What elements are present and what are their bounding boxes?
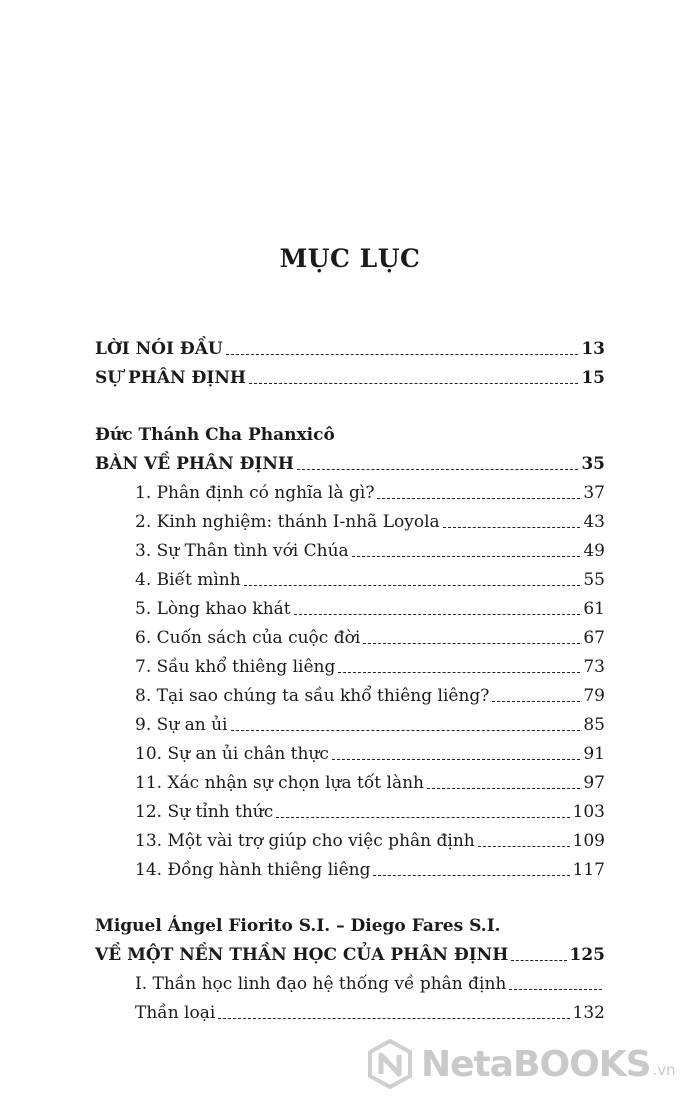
dot-leader <box>231 711 581 739</box>
toc-item <box>135 537 605 565</box>
toc-entry-label: 4. Biết mình <box>135 570 241 590</box>
dot-leader <box>338 653 580 681</box>
section2-heading <box>95 941 605 969</box>
toc-entry-page: 49 <box>583 541 605 561</box>
dot-leader <box>443 508 581 536</box>
dot-leader <box>332 740 580 768</box>
toc-entry-page: 97 <box>583 773 605 793</box>
toc-entry-page: 15 <box>581 368 605 388</box>
toc-item <box>135 769 605 797</box>
toc-entry-label: 10. Sự an ủi chân thực <box>135 744 329 764</box>
toc-item <box>135 624 605 652</box>
toc-item <box>135 682 605 710</box>
page-title: MỤC LỤC <box>279 244 421 273</box>
dot-leader <box>373 856 569 884</box>
toc-entry-label: BÀN VỀ PHÂN ĐỊNH <box>95 454 294 474</box>
dot-leader <box>478 827 570 855</box>
toc-entry-label: 12. Sự tỉnh thức <box>135 802 274 822</box>
toc-entry-page: 103 <box>572 802 605 822</box>
toc-entry-label: 14. Đồng hành thiêng liêng <box>135 860 371 880</box>
toc-entry-page: 13 <box>581 339 605 359</box>
toc-entry-page: 55 <box>583 570 605 590</box>
toc-entry-label: 7. Sầu khổ thiêng liêng <box>135 657 336 677</box>
toc-entry-page: 37 <box>583 483 605 503</box>
dot-leader <box>276 798 569 826</box>
toc-entry-label: 13. Một vài trợ giúp cho việc phân định <box>135 831 475 851</box>
toc-entry-label: 3. Sự Thân tình với Chúa <box>135 541 349 561</box>
toc-item <box>135 798 605 826</box>
toc-entry-label: 11. Xác nhận sự chọn lựa tốt lành <box>135 773 424 793</box>
watermark <box>365 1036 676 1092</box>
toc-item <box>135 740 605 768</box>
toc-entry-page: 85 <box>583 715 605 735</box>
toc-entry-label: 9. Sự an ủi <box>135 715 228 735</box>
toc-entry-page: 91 <box>583 744 605 764</box>
dot-leader <box>377 479 580 507</box>
dot-leader <box>294 595 581 623</box>
toc-entry-page: 117 <box>572 860 605 880</box>
toc-entry-foreword <box>95 335 605 363</box>
toc-entry-label: Thần loại <box>135 1003 216 1023</box>
toc-entry-page: 35 <box>581 454 605 474</box>
toc-entry-label: I. Thần học linh đạo hệ thống về phân định <box>135 974 507 994</box>
toc-entry-discernment <box>95 364 605 392</box>
toc-entry-label: 8. Tại sao chúng ta sầu khổ thiêng liêng? <box>135 686 490 706</box>
watermark-brand: NetaBOOKS <box>421 1043 651 1085</box>
dot-leader <box>352 537 581 565</box>
toc-entry-page: 43 <box>583 512 605 532</box>
section2-item-line2 <box>135 999 605 1027</box>
dot-leader <box>363 624 580 652</box>
toc-entry-page: 132 <box>572 1003 605 1023</box>
dot-leader <box>427 769 580 797</box>
toc-item <box>135 827 605 855</box>
toc-item <box>135 653 605 681</box>
dot-leader <box>297 450 578 478</box>
toc-entry-page: 61 <box>583 599 605 619</box>
toc-item <box>135 566 605 594</box>
toc-item <box>135 508 605 536</box>
toc-item <box>135 711 605 739</box>
toc-item <box>135 856 605 884</box>
dot-leader <box>509 970 602 998</box>
dot-leader <box>249 364 578 392</box>
section1-author: Đức Thánh Cha Phanxicô <box>95 425 335 445</box>
toc-entry-page: 125 <box>569 945 605 965</box>
toc-entry-label: 6. Cuốn sách của cuộc đời <box>135 628 361 648</box>
toc-entry-label: LỜI NÓI ĐẦU <box>95 339 223 359</box>
dot-leader <box>511 941 566 969</box>
dot-leader <box>492 682 580 710</box>
section2-author: Miguel Ángel Fiorito S.I. – Diego Fares S.I. <box>95 916 501 936</box>
toc-item <box>135 595 605 623</box>
toc-entry-label: 5. Lòng khao khát <box>135 599 291 619</box>
section2-item-line1 <box>135 970 605 998</box>
toc-entry-page: 73 <box>583 657 605 677</box>
netabooks-logo-icon <box>365 1039 415 1089</box>
toc-entry-label: 2. Kinh nghiệm: thánh I-nhã Loyola <box>135 512 440 532</box>
toc-entry-label: SỰ PHÂN ĐỊNH <box>95 368 246 388</box>
section1-heading <box>95 450 605 478</box>
toc-entry-page: 79 <box>583 686 605 706</box>
watermark-suffix: .vn <box>652 1061 676 1079</box>
dot-leader <box>218 999 569 1027</box>
toc-entry-page: 67 <box>583 628 605 648</box>
toc-item <box>135 479 605 507</box>
dot-leader <box>244 566 581 594</box>
toc-entry-label: VỀ MỘT NỀN THẦN HỌC CỦA PHÂN ĐỊNH <box>95 945 509 965</box>
toc-entry-label: 1. Phân định có nghĩa là gì? <box>135 483 375 503</box>
toc-entry-page: 109 <box>572 831 605 851</box>
dot-leader <box>226 335 579 363</box>
